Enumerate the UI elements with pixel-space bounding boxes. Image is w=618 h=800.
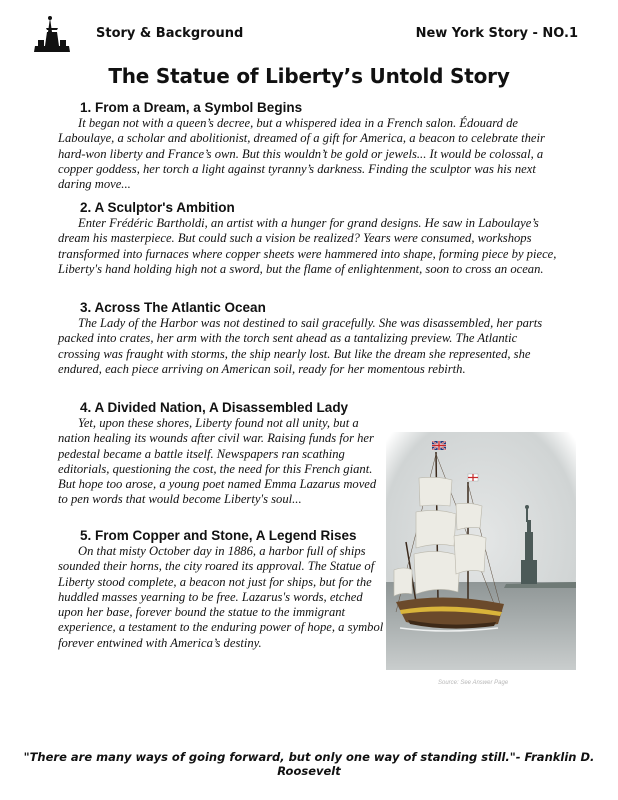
section-body-1: It began not with a queen’s decree, but a whispered idea in a French salon. Édouard de Laboulaye, a scholar and abolitionist, dreamed of a gift for America, a beacon to celebrate their hard-won liberty and France’s own. But this wouldn’t be gold or jewels... It would be colossal, a copper goddess, her torch a light against tyranny’s darkness. Finding the sculptor was his next daring move... (58, 116, 545, 192)
section-heading-2: 2. A Sculptor's Ambition (80, 200, 235, 215)
photo-caption: Source: See Answer Page (438, 680, 509, 686)
section-heading-5: 5. From Copper and Stone, A Legend Rises (80, 528, 357, 543)
section-heading-3: 3. Across The Atlantic Ocean (80, 300, 266, 315)
section-heading-1: 1. From a Dream, a Symbol Begins (80, 100, 303, 115)
page-header (0, 0, 618, 56)
section-body-2: Enter Frédéric Bartholdi, an artist with a hunger for grand designs. He saw in Laboulaye’s dream his masterpiece. But could such a vision be realized? Years were consumed, workshops transformed into furnaces where copper sheets were hammered into shape, forming piece by piece, Liberty's hand holding high not a sword, but the flame of enlightenment, soon to cross an ocean. (58, 216, 557, 276)
sailing-ship-photo (386, 432, 576, 670)
section-body-4: Yet, upon these shores, Liberty found not all unity, but a nation healing its wounds after civil war. Raising funds for her pedestal became a battle itself. Newspapers ran scathing editorials, questioning the cost, the need for this French giant. But hope too arose, a young poet named Emma Lazarus moved to pen words that would become Liberty's soul... (58, 416, 377, 507)
section-body-3: The Lady of the Harbor was not destined to sail gracefully. She was disassembled, her parts packed into crates, her arm with the torch sent ahead as a tantalizing preview. The Atlantic crossing was fraught with storms, the ship nearly lost. But like the dream she represented, she endured, each piece arriving on American soil, ready for her momentous rebirth. (58, 316, 543, 376)
statue-of-liberty-icon (32, 16, 72, 52)
section-body-5: On that misty October day in 1886, a harbor full of ships sounded their horns, the city roared its approval. The Statue of Liberty stood complete, a beacon not just for ships, but for the huddled masses yearning to be free. Lazarus's words, etched upon her base, forever bound the statue to the immigrant experience, a testament to the enduring power of hope, a symbol forever entwined with America’s destiny. (58, 544, 384, 650)
page-title: The Statue of Liberty’s Untold Story (108, 64, 510, 88)
series-label: New York Story - NO.1 (415, 26, 578, 41)
section-label: Story & Background (96, 26, 244, 41)
footer-quote: "There are many ways of going forward, but only one way of standing still."- Franklin D. Roosevelt (23, 750, 595, 778)
section-heading-4: 4. A Divided Nation, A Disassembled Lady (80, 400, 349, 415)
